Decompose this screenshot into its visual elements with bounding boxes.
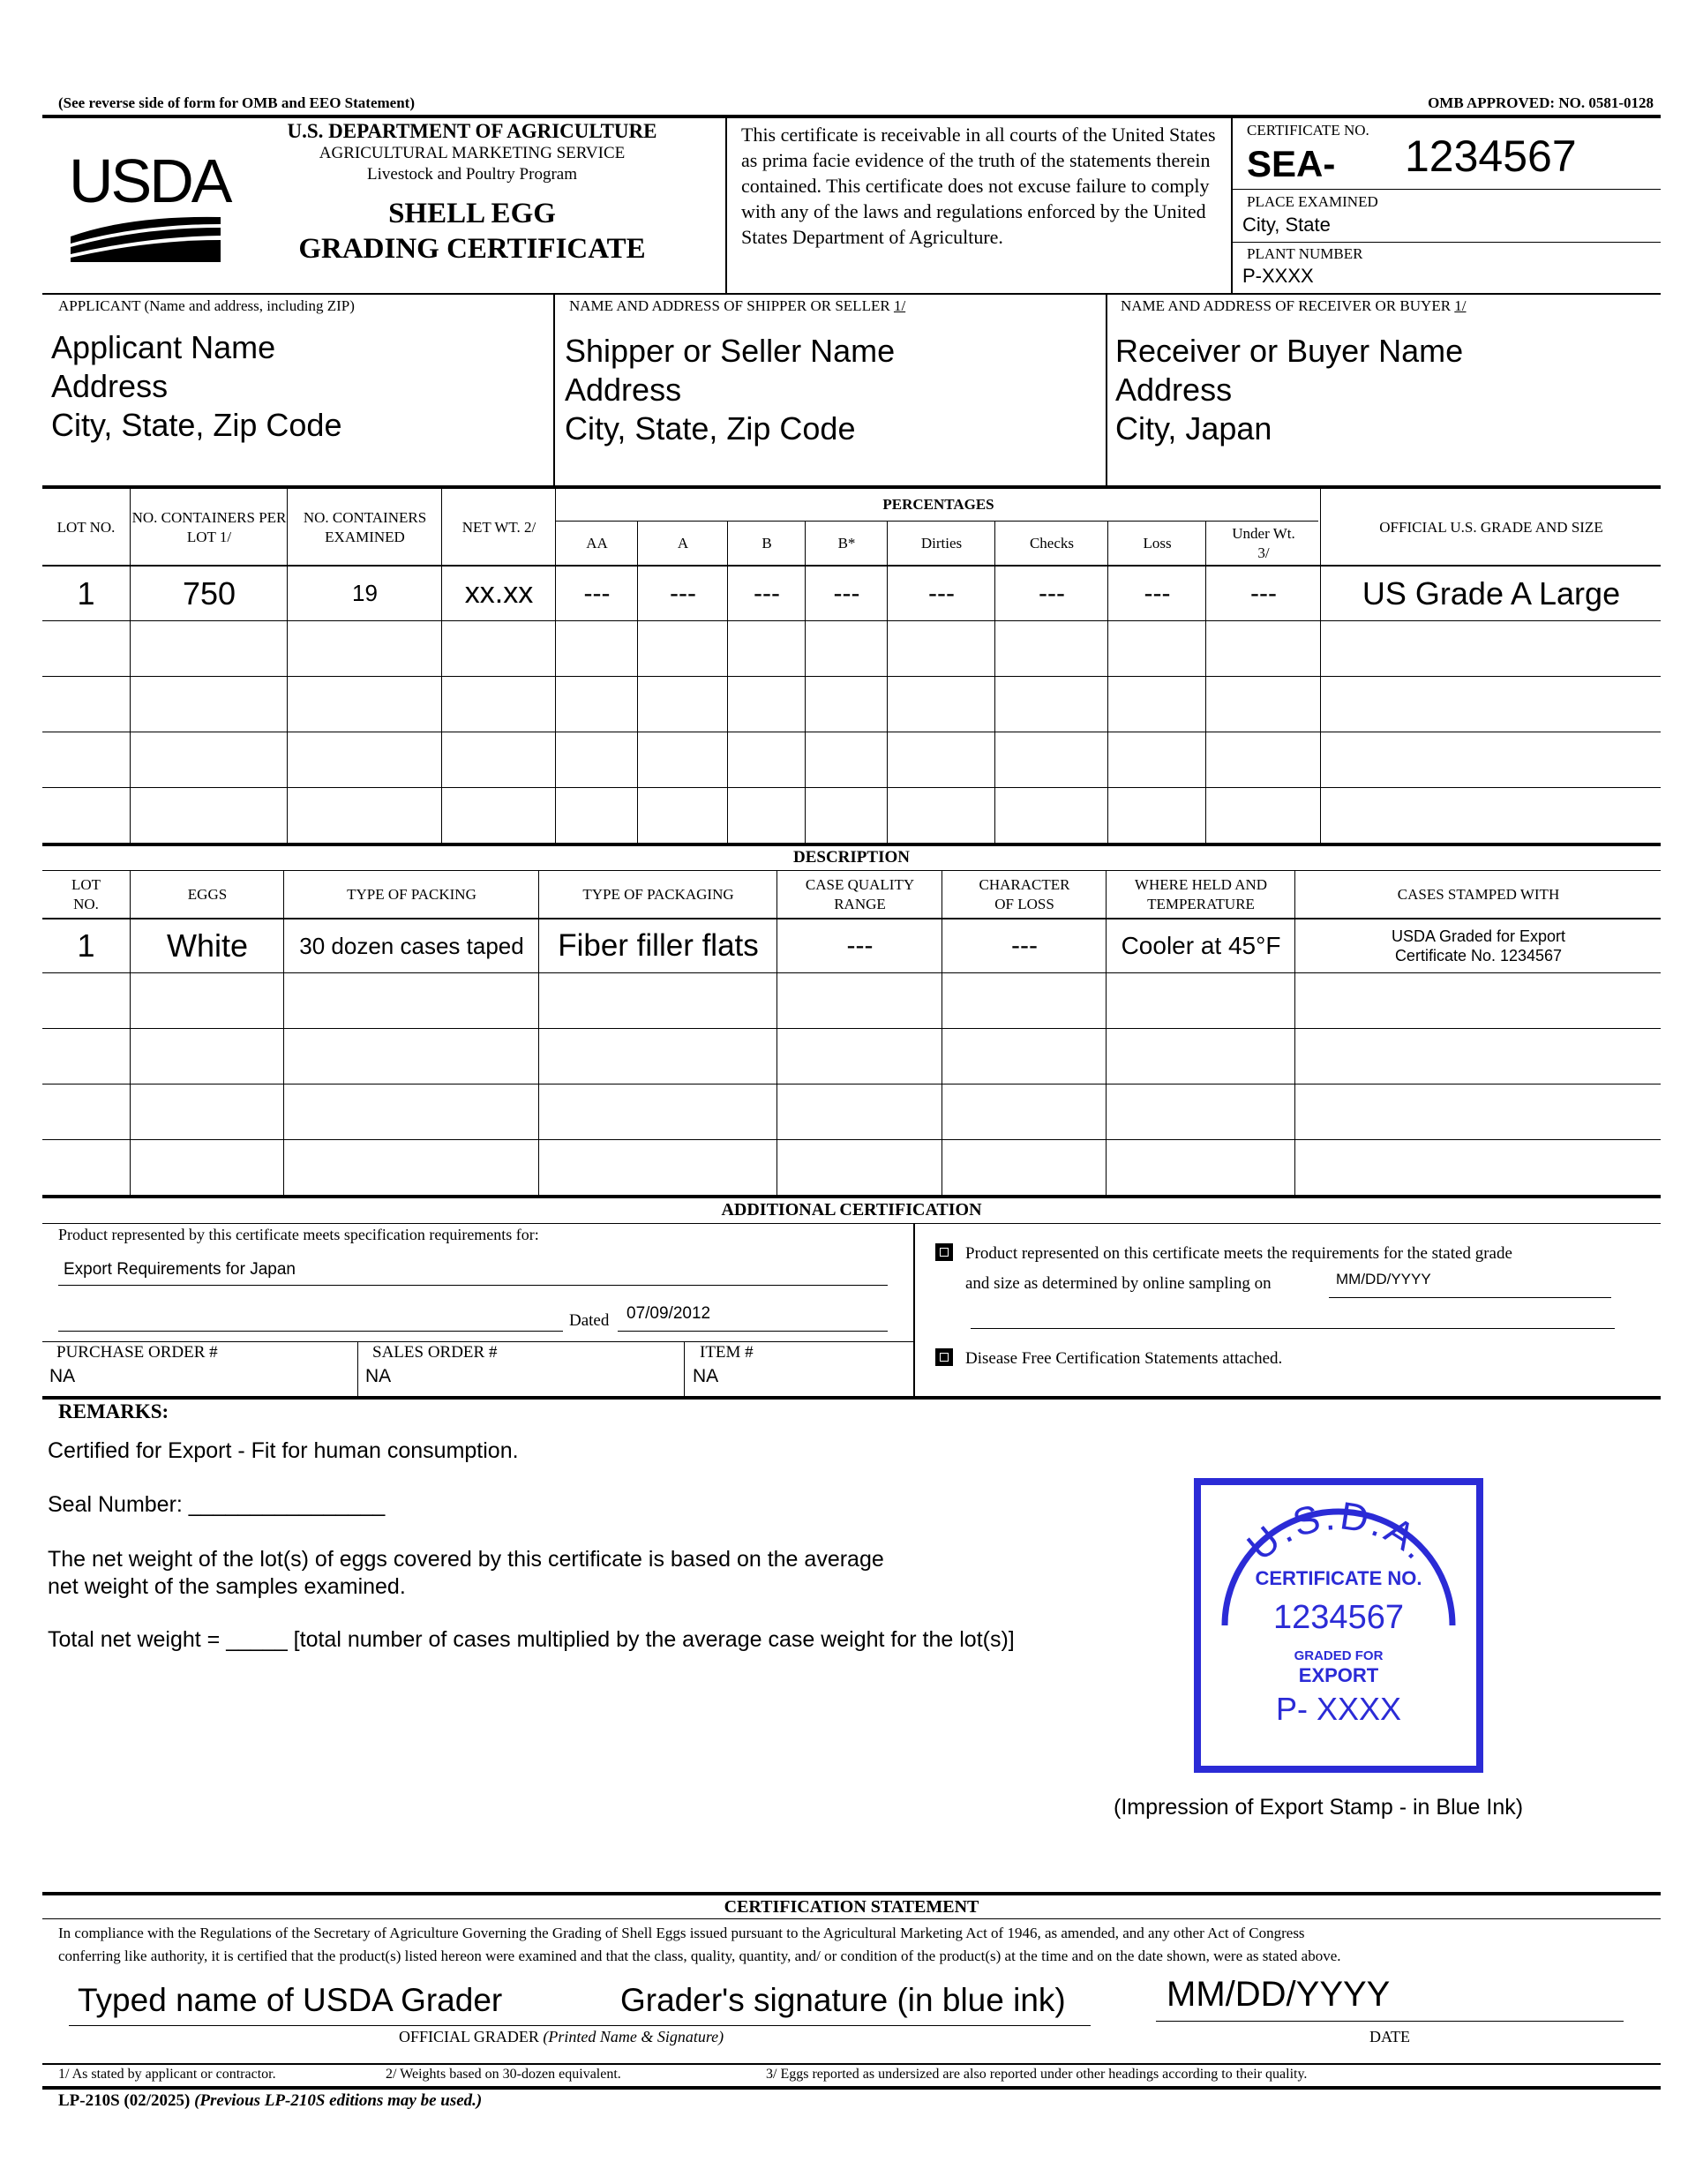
desc-stamped-line2: Certificate No. 1234567 — [1394, 947, 1563, 964]
desc-hdr-packaging: TYPE OF PACKAGING — [582, 886, 734, 903]
rule — [58, 1331, 563, 1332]
shipper-city: City, State, Zip Code — [565, 410, 856, 447]
rule — [42, 485, 1661, 489]
hdr-dirties: Dirties — [920, 535, 963, 552]
shipper-address: Address — [565, 372, 682, 408]
hdr-lot-no: LOT NO. — [56, 519, 116, 536]
rule — [42, 620, 1661, 621]
cert-prefix: SEA- — [1247, 143, 1336, 184]
grader-typed-name: Typed name of USDA Grader — [78, 1982, 503, 2018]
stamp-arc-text: U.S.D.A. — [1239, 1494, 1440, 1570]
receiver-city: City, Japan — [1115, 410, 1272, 447]
remarks-net-weight-line1: The net weight of the lot(s) of eggs covered by this certificate is based on the average — [48, 1547, 884, 1572]
dated-value: 07/09/2012 — [626, 1304, 711, 1323]
desc-packaging: Fiber filler flats — [558, 928, 759, 963]
rule — [1233, 242, 1661, 243]
receiver-label: NAME AND ADDRESS OF RECEIVER OR BUYER 1/ — [1121, 297, 1467, 314]
online-sampling-date: MM/DD/YYYY — [1336, 1271, 1431, 1287]
certification-text-line2: conferring like authority, it is certified that the product(s) listed hereon were examined and that the class, quality, quantity, and/ or condition of the product(s) at the time and on the date shown, were as stated above. — [58, 1948, 1341, 1964]
description-title: DESCRIPTION — [793, 848, 910, 867]
form-number-note: (Previous LP-210S editions may be used.) — [194, 2091, 483, 2110]
rule — [1156, 2021, 1624, 2022]
rule — [42, 1223, 1661, 1224]
omb-eeo-note: (See reverse side of form for OMB and EEO Statement) — [58, 94, 415, 111]
item-value: NA — [693, 1366, 719, 1386]
desc-quality: --- — [846, 931, 874, 960]
applicant-address: Address — [51, 368, 169, 404]
official-grader-label-text: OFFICIAL GRADER — [399, 2028, 539, 2045]
certification-text-line1: In compliance with the Regulations of the Secretary of Agriculture Governing the Grading of Shell Eggs issued pursuant to the Agricultural Marketing Act of 1946, as amended, and any other Act of Congress — [58, 1925, 1305, 1941]
rule — [42, 1139, 1661, 1140]
remarks-net-weight — [48, 1546, 884, 1601]
divider — [130, 487, 131, 843]
hdr-official-grade: OFFICIAL U.S. GRADE AND SIZE — [1379, 519, 1603, 536]
divider — [913, 1223, 915, 1398]
top-rule — [42, 115, 1661, 118]
divider — [776, 870, 777, 1195]
checkbox-checked-icon — [935, 1243, 953, 1261]
desc-lot-no: 1 — [77, 927, 95, 964]
desc-packing: 30 dozen cases taped — [299, 932, 524, 959]
grading-lot-no: 1 — [77, 574, 95, 612]
desc-hdr-stamped: CASES STAMPED WITH — [1397, 886, 1560, 903]
hdr-checks: Checks — [1029, 535, 1075, 552]
cert-number: 1234567 — [1405, 131, 1577, 181]
rule — [42, 293, 1661, 295]
desc-hdr-lot-no: LOT NO. — [71, 876, 101, 912]
hdr-containers-examined: NO. CONTAINERS EXAMINED — [303, 509, 427, 545]
divider — [887, 521, 888, 843]
hdr-net-weight: NET WT. 2/ — [461, 519, 536, 536]
rule — [1233, 189, 1661, 190]
footnote-2: 2/ Weights based on 30-dozen equivalent. — [386, 2067, 621, 2082]
hdr-a: A — [677, 535, 689, 552]
rule — [42, 2063, 1661, 2065]
remarks-line1: Certified for Export - Fit for human consumption. — [48, 1438, 519, 1463]
spec-value: Export Requirements for Japan — [64, 1260, 296, 1279]
applicant-city: City, State, Zip Code — [51, 407, 342, 443]
remarks-label: REMARKS: — [58, 1400, 169, 1422]
divider — [555, 487, 556, 843]
hdr-under-weight: Under Wt. 3/ — [1232, 525, 1295, 561]
receiver-name: Receiver or Buyer Name — [1115, 333, 1464, 369]
grading-a: --- — [670, 578, 696, 608]
stamp-graded-for: GRADED FOR — [1294, 1648, 1384, 1663]
hdr-aa: AA — [586, 535, 608, 552]
divider — [1107, 521, 1108, 843]
disease-free-checkbox[interactable] — [935, 1348, 953, 1370]
certification-text — [58, 1922, 1655, 1968]
hdr-loss: Loss — [1143, 535, 1172, 552]
rule — [42, 1918, 1661, 1919]
cert-no-label: CERTIFICATE NO. — [1247, 122, 1369, 139]
footnote-1: 1/ As stated by applicant or contractor. — [58, 2067, 276, 2082]
grading-examined: 19 — [352, 580, 378, 606]
rule — [971, 1328, 1615, 1329]
grading-official-grade: US Grade A Large — [1362, 574, 1621, 612]
rule — [555, 521, 1318, 522]
form-number — [58, 2091, 482, 2111]
divider — [441, 487, 442, 843]
divider — [1320, 487, 1321, 843]
divider — [287, 487, 288, 843]
rule — [58, 1285, 888, 1286]
desc-hdr-quality: CASE QUALITY RANGE — [805, 876, 915, 912]
online-sampling-text1: Product represented on this certificate meets the requirements for the stated grade — [965, 1244, 1512, 1263]
stamp-caption: (Impression of Export Stamp - in Blue Ink) — [1114, 1795, 1524, 1820]
place-examined-value: City, State — [1242, 214, 1331, 236]
divider — [1106, 870, 1107, 1195]
stamp-export: EXPORT — [1298, 1664, 1379, 1686]
rule — [42, 1396, 1661, 1400]
po-value: NA — [49, 1366, 76, 1386]
rule — [42, 1028, 1661, 1029]
grading-b: --- — [754, 578, 780, 608]
grading-containers: 750 — [182, 574, 236, 612]
dated-label: Dated — [569, 1311, 610, 1330]
divider — [553, 293, 555, 487]
rule — [69, 2025, 1091, 2026]
rule — [618, 1331, 888, 1332]
grading-loss: --- — [1144, 578, 1171, 608]
desc-eggs: White — [166, 927, 249, 964]
divider — [283, 870, 284, 1195]
desc-hdr-character: CHARACTER OF LOSS — [979, 876, 1070, 912]
spec-label: Product represented by this certificate meets specification requirements for: — [58, 1226, 539, 1243]
legal-statement: This certificate is receivable in all courts of the United States as prima facie evidence of the truth of the statements therein contained. This certificate does not excuse failure to comply with any of the laws and regulations enforced by the United States Department of Agriculture. — [741, 124, 1216, 248]
grading-checks: --- — [1039, 578, 1065, 608]
grading-b-star: --- — [833, 578, 860, 608]
stamp-cert-number: 1234567 — [1273, 1599, 1404, 1636]
divider — [637, 521, 638, 843]
export-stamp-graphic — [1193, 1477, 1484, 1774]
rule — [42, 2086, 1661, 2090]
divider — [1231, 116, 1233, 293]
hdr-b-star: B* — [837, 535, 856, 552]
rule — [42, 972, 1661, 973]
plant-number-value: P-XXXX — [1242, 265, 1314, 287]
divider — [684, 1341, 685, 1398]
remarks-net-weight-line2: net weight of the samples examined. — [48, 1574, 406, 1599]
desc-hdr-eggs: EGGS — [187, 886, 228, 903]
official-grader-note: (Printed Name & Signature) — [543, 2028, 724, 2045]
certification-date: MM/DD/YYYY — [1167, 1975, 1391, 2014]
divider — [994, 521, 995, 843]
rule — [42, 1341, 913, 1342]
rule — [42, 676, 1661, 677]
desc-stamped — [1296, 919, 1661, 972]
grading-under-weight: --- — [1250, 578, 1277, 608]
applicant-name: Applicant Name — [51, 329, 276, 365]
additional-cert-title: ADDITIONAL CERTIFICATION — [721, 1200, 982, 1220]
plant-number-label: PLANT NUMBER — [1247, 245, 1363, 262]
divider — [538, 870, 539, 1195]
shipper-name: Shipper or Seller Name — [565, 333, 896, 369]
so-label: SALES ORDER # — [372, 1343, 498, 1362]
disease-free-text: Disease Free Certification Statements attached. — [965, 1349, 1283, 1368]
form-title-line2: GRADING CERTIFICATE — [298, 233, 646, 265]
place-examined-label: PLACE EXAMINED — [1247, 193, 1378, 210]
desc-hdr-held: WHERE HELD AND TEMPERATURE — [1134, 876, 1268, 912]
form-title-line1: SHELL EGG — [388, 198, 556, 229]
online-sampling-text2: and size as determined by online sampling on — [965, 1274, 1272, 1293]
divider — [805, 521, 806, 843]
header-agency: U.S. DEPARTMENT OF AGRICULTURE AGRICULTURAL MARKETING SERVICE Livestock and Poultry Program SHELL EGG GRADING CERTIFICATE — [256, 120, 688, 266]
form-number-text: LP-210S (02/2025) — [58, 2091, 191, 2110]
export-stamp — [1193, 1477, 1484, 1774]
desc-held: Cooler at 45°F — [1121, 932, 1281, 959]
omb-approval-number: OMB APPROVED: NO. 0581-0128 — [1428, 94, 1654, 111]
online-sampling-checkbox[interactable] — [935, 1243, 953, 1265]
checkbox-checked-icon — [935, 1348, 953, 1366]
grading-net-weight: xx.xx — [464, 576, 534, 610]
grader-signature: Grader's signature (in blue ink) — [620, 1982, 1066, 2018]
desc-character: --- — [1011, 931, 1038, 960]
hdr-containers-per-lot: NO. CONTAINERS PER LOT 1/ — [131, 509, 287, 545]
receiver-block — [1115, 332, 1463, 448]
shipper-block — [565, 332, 895, 448]
desc-stamped-line1: USDA Graded for Export — [1391, 927, 1566, 945]
grading-dirties: --- — [928, 578, 955, 608]
desc-hdr-packing: TYPE OF PACKING — [347, 886, 476, 903]
divider — [1294, 870, 1295, 1195]
usda-logo: USDA — [69, 150, 223, 263]
item-label: ITEM # — [700, 1343, 754, 1362]
so-value: NA — [365, 1366, 392, 1386]
divider — [130, 870, 131, 1195]
applicant-block — [51, 328, 341, 445]
receiver-address: Address — [1115, 372, 1233, 408]
rule — [42, 787, 1661, 788]
stamp-cert-label: CERTIFICATE NO. — [1255, 1567, 1422, 1589]
divider — [1205, 521, 1206, 843]
divider — [727, 521, 728, 843]
rule — [1329, 1297, 1611, 1298]
divider — [1106, 293, 1107, 487]
footnote-3: 3/ Eggs reported as undersized are also reported under other headings according to their quality. — [766, 2067, 1308, 2082]
stamp-plant: P- XXXX — [1275, 1691, 1402, 1727]
seal-number: Seal Number: ________________ — [48, 1492, 386, 1517]
usda-logo-swoosh-icon — [69, 212, 223, 263]
official-grader-label — [399, 2028, 724, 2046]
rule — [42, 870, 1661, 871]
applicant-label: APPLICANT (Name and address, including ZIP) — [58, 297, 355, 314]
divider — [357, 1341, 358, 1398]
po-label: PURCHASE ORDER # — [56, 1343, 218, 1362]
grading-aa: --- — [583, 578, 611, 608]
shipper-label: NAME AND ADDRESS OF SHIPPER OR SELLER 1/ — [569, 297, 906, 314]
divider — [725, 116, 727, 293]
hdr-b: B — [761, 535, 772, 552]
date-label: DATE — [1369, 2028, 1410, 2045]
total-net-weight: Total net weight = _____ [total number of cases multiplied by the average case weight for the lot(s)] — [48, 1627, 1015, 1652]
certification-title: CERTIFICATION STATEMENT — [724, 1897, 979, 1917]
hdr-percentages: PERCENTAGES — [882, 496, 994, 513]
